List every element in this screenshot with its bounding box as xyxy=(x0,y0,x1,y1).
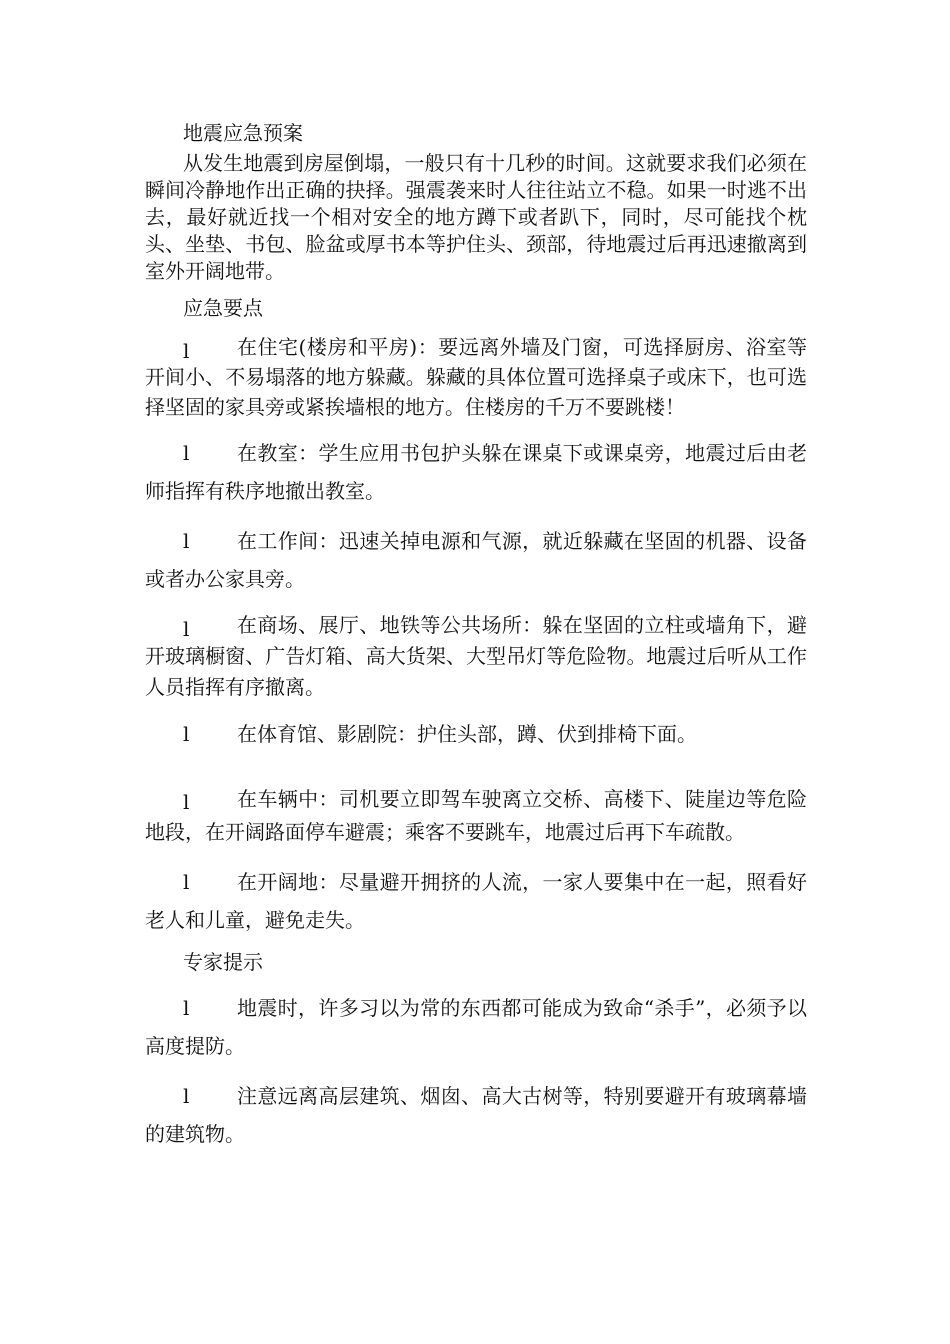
bullet-marker: l xyxy=(183,790,190,814)
section-heading-emergency-points: 应急要点 xyxy=(183,296,263,320)
list-item-text: 在商场、展厅、地铁等公共场所：躲在坚固的立柱或墙角下，避开玻璃橱窗、广告灯箱、高大货架、大型吊灯等危险物。地震过后听从工作人员指挥有序撤离。 xyxy=(145,613,807,699)
list-item xyxy=(145,1077,807,1153)
document-title: 地震应急预案 xyxy=(183,121,303,145)
bullet-marker: l xyxy=(183,441,190,465)
document-page xyxy=(145,118,807,1153)
list-item xyxy=(145,863,807,939)
list-item xyxy=(145,434,807,510)
bullet-marker: l xyxy=(183,529,190,553)
bullet-marker: l xyxy=(183,617,190,641)
list-item-text: 注意远离高层建筑、烟囱、高大古树等，特别要避开有玻璃幕墙的建筑物。 xyxy=(145,1084,807,1146)
bullet-marker: l xyxy=(183,870,190,894)
intro-paragraph: 从发生地震到房屋倒塌，一般只有十几秒的时间。这就要求我们必须在瞬间冷静地作出正确的抉择。强震袭来时人往往站立不稳。如果一时逃不出去，最好就近找一个相对安全的地方蹲下或者趴下，同时，尽可能找个枕头、坐垫、书包、脸盆或厚书本等护住头、颈部，待地震过后再迅速撤离到室外开阔地带。 xyxy=(145,151,807,283)
list-item-text: 在教室：学生应用书包护头躲在课桌下或课桌旁，地震过后由老师指挥有秩序地撤出教室。 xyxy=(145,441,807,503)
list-item xyxy=(145,715,807,753)
list-item-text: 在开阔地：尽量避开拥挤的人流，一家人要集中在一起，照看好老人和儿童，避免走失。 xyxy=(145,870,807,932)
list-item xyxy=(145,783,807,849)
list-item-text: 地震时，许多习以为常的东西都可能成为致命“杀手”，必须予以高度提防。 xyxy=(145,996,807,1058)
list-item xyxy=(145,610,807,703)
list-item xyxy=(145,332,807,422)
bullet-marker: l xyxy=(183,339,190,363)
list-item-text: 在工作间：迅速关掉电源和气源，就近躲藏在坚固的机器、设备或者办公家具旁。 xyxy=(145,529,807,591)
list-item-text: 在住宅(楼房和平房)：要远离外墙及门窗，可选择厨房、浴室等开间小、不易塌落的地方躲藏。躲藏的具体位置可选择桌子或床下，也可选择坚固的家具旁或紧挨墙根的地方。住楼房的千万不要跳楼！ xyxy=(145,335,807,419)
bullet-marker: l xyxy=(183,996,190,1020)
list-item xyxy=(145,989,807,1065)
list-item-text: 在车辆中：司机要立即驾车驶离立交桥、高楼下、陡崖边等危险地段，在开阔路面停车避震；乘客不要跳车，地震过后再下车疏散。 xyxy=(145,787,807,844)
section-heading-expert-tips: 专家提示 xyxy=(183,950,263,974)
bullet-marker: l xyxy=(183,1084,190,1108)
list-item-text: 在体育馆、影剧院：护住头部，蹲、伏到排椅下面。 xyxy=(237,722,697,746)
list-item xyxy=(145,522,807,598)
bullet-marker: l xyxy=(183,722,190,746)
